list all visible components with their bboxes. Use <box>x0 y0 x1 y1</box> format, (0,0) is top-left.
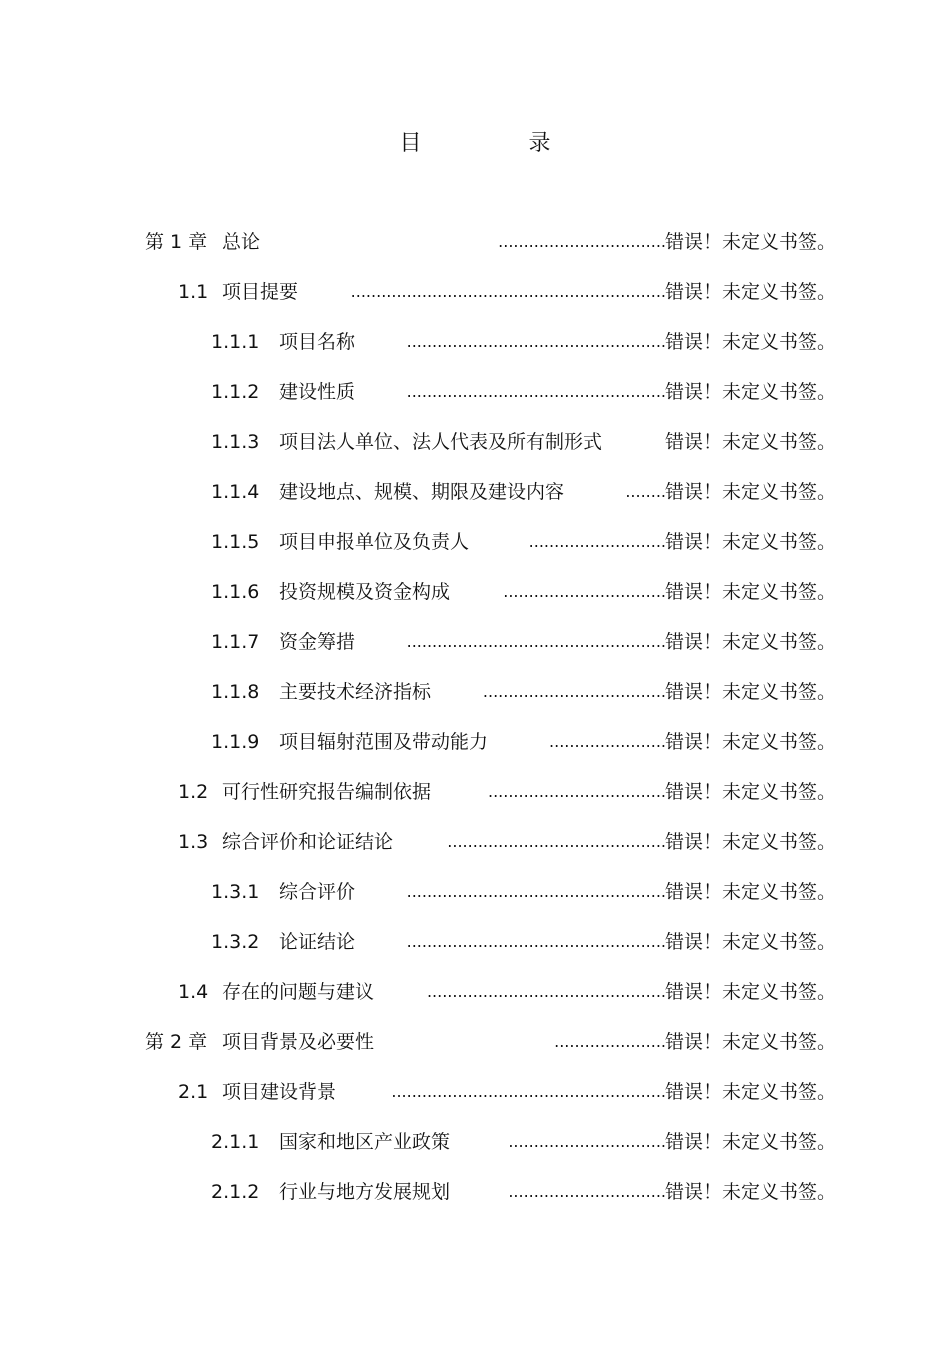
toc-dot-leader: ........................... <box>528 532 666 551</box>
toc-entry-page-ref: 错误！未定义书签。 <box>665 1031 837 1053</box>
toc-entry-number: 第 1 章 <box>145 231 208 253</box>
toc-entry-page-ref: 错误！未定义书签。 <box>665 281 837 303</box>
toc-entry-page-ref: 错误！未定义书签。 <box>665 231 837 253</box>
toc-entry-number: 1.1.4 <box>211 481 260 503</box>
toc-entry-title: 投资规模及资金构成 <box>279 581 451 603</box>
toc-entry-title: 行业与地方发展规划 <box>279 1181 451 1203</box>
toc-entry[interactable] <box>0 1117 950 1167</box>
toc-entry-title: 存在的问题与建议 <box>222 981 375 1003</box>
toc-dot-leader: ................................................... <box>406 632 666 651</box>
toc-entry-number: 1.1.5 <box>211 531 260 553</box>
toc-dot-leader: .............................................................. <box>350 282 666 301</box>
toc-entry-title: 项目建设背景 <box>222 1081 337 1103</box>
toc-entry[interactable] <box>0 817 950 867</box>
toc-entry[interactable] <box>0 617 950 667</box>
toc-dot-leader: ................................ <box>503 582 666 601</box>
toc-entry-title: 项目法人单位、法人代表及所有制形式 <box>279 431 603 453</box>
toc-entry[interactable] <box>0 267 950 317</box>
toc-entry-number: 1.4 <box>178 981 209 1003</box>
toc-dot-leader: ...................................................... <box>391 1082 666 1101</box>
toc-dot-leader: ................................................... <box>406 332 666 351</box>
toc-entry-title: 总论 <box>222 231 261 253</box>
toc-entry-number: 第 2 章 <box>145 1031 208 1053</box>
toc-entry-number: 1.1 <box>178 281 209 303</box>
toc-entry-number: 1.2 <box>178 781 209 803</box>
toc-entry-title: 综合评价和论证结论 <box>222 831 394 853</box>
toc-entry-title: 建设性质 <box>279 381 356 403</box>
toc-entry-page-ref: 错误！未定义书签。 <box>665 681 837 703</box>
toc-entry-page-ref: 错误！未定义书签。 <box>665 1131 837 1153</box>
toc-entry-title: 项目名称 <box>279 331 356 353</box>
toc-entry-page-ref: 错误！未定义书签。 <box>665 581 837 603</box>
toc-dot-leader: ............................... <box>508 1132 666 1151</box>
toc-entry-title: 项目背景及必要性 <box>222 1031 375 1053</box>
toc-entry[interactable] <box>0 967 950 1017</box>
toc-entry[interactable] <box>0 867 950 917</box>
toc-dot-leader: ................................................... <box>406 382 666 401</box>
page-title: 目 录 <box>399 131 601 156</box>
toc-entry[interactable] <box>0 767 950 817</box>
toc-dot-leader: ................................. <box>498 232 666 251</box>
toc-entry-title: 论证结论 <box>279 931 356 953</box>
toc-entry-number: 1.3.2 <box>211 931 260 953</box>
toc-entry[interactable] <box>0 717 950 767</box>
toc-entry-number: 2.1 <box>178 1081 209 1103</box>
toc-entry-title: 主要技术经济指标 <box>279 681 432 703</box>
toc-entry[interactable] <box>0 467 950 517</box>
toc-entry-title: 项目申报单位及负责人 <box>279 531 470 553</box>
toc-dot-leader: ................................... <box>487 782 666 801</box>
toc-entry[interactable] <box>0 517 950 567</box>
toc-entry-number: 2.1.1 <box>211 1131 260 1153</box>
toc-entry-number: 1.3.1 <box>211 881 260 903</box>
toc-entry-page-ref: 错误！未定义书签。 <box>665 981 837 1003</box>
toc-entry-title: 可行性研究报告编制依据 <box>222 781 432 803</box>
toc-entry-number: 1.1.6 <box>211 581 260 603</box>
toc-entry-title: 国家和地区产业政策 <box>279 1131 451 1153</box>
toc-entry-title: 项目提要 <box>222 281 299 303</box>
toc-dot-leader: ................................................... <box>406 882 666 901</box>
toc-entry-number: 1.1.3 <box>211 431 260 453</box>
toc-entry-number: 1.1.1 <box>211 331 260 353</box>
toc-entry-number: 1.1.7 <box>211 631 260 653</box>
toc-entry-page-ref: 错误！未定义书签。 <box>665 831 837 853</box>
toc-entry-page-ref: 错误！未定义书签。 <box>665 931 837 953</box>
toc-entry-page-ref: 错误！未定义书签。 <box>665 1081 837 1103</box>
toc-dot-leader: ............................... <box>508 1182 666 1201</box>
toc-entry-page-ref: 错误！未定义书签。 <box>665 431 837 453</box>
toc-entry-title: 综合评价 <box>279 881 356 903</box>
toc-entry-page-ref: 错误！未定义书签。 <box>665 381 837 403</box>
toc-entry-number: 1.3 <box>178 831 209 853</box>
toc-dot-leader: ........ <box>625 482 666 501</box>
toc-entry-number: 1.1.8 <box>211 681 260 703</box>
toc-entry[interactable] <box>0 317 950 367</box>
toc-entry[interactable] <box>0 217 950 267</box>
toc-entry-page-ref: 错误！未定义书签。 <box>665 881 837 903</box>
toc-entry-title: 建设地点、规模、期限及建设内容 <box>279 481 565 503</box>
toc-dot-leader: ...................... <box>554 1032 666 1051</box>
toc-entry[interactable] <box>0 1067 950 1117</box>
toc-entry-title: 资金筹措 <box>279 631 356 653</box>
toc-entry[interactable] <box>0 1167 950 1217</box>
toc-entry-page-ref: 错误！未定义书签。 <box>665 781 837 803</box>
toc-entry-number: 1.1.2 <box>211 381 260 403</box>
toc-entry-page-ref: 错误！未定义书签。 <box>665 531 837 553</box>
toc-entry-page-ref: 错误！未定义书签。 <box>665 731 837 753</box>
toc-entry[interactable] <box>0 367 950 417</box>
table-of-contents <box>0 217 950 1217</box>
toc-entry-page-ref: 错误！未定义书签。 <box>665 631 837 653</box>
toc-dot-leader: ........................................... <box>447 832 666 851</box>
toc-entry-number: 1.1.9 <box>211 731 260 753</box>
toc-entry-title: 项目辐射范围及带动能力 <box>279 731 489 753</box>
toc-entry-page-ref: 错误！未定义书签。 <box>665 331 837 353</box>
toc-entry[interactable] <box>0 567 950 617</box>
toc-entry[interactable] <box>0 667 950 717</box>
toc-entry-page-ref: 错误！未定义书签。 <box>665 481 837 503</box>
toc-dot-leader: ....................... <box>549 732 666 751</box>
toc-dot-leader: .................................... <box>482 682 666 701</box>
toc-entry-number: 2.1.2 <box>211 1181 260 1203</box>
toc-entry-page-ref: 错误！未定义书签。 <box>665 1181 837 1203</box>
toc-dot-leader: ................................................... <box>406 932 666 951</box>
toc-entry[interactable] <box>0 917 950 967</box>
toc-dot-leader: ............................................... <box>426 982 666 1001</box>
toc-entry[interactable] <box>0 417 950 467</box>
toc-entry[interactable] <box>0 1017 950 1067</box>
